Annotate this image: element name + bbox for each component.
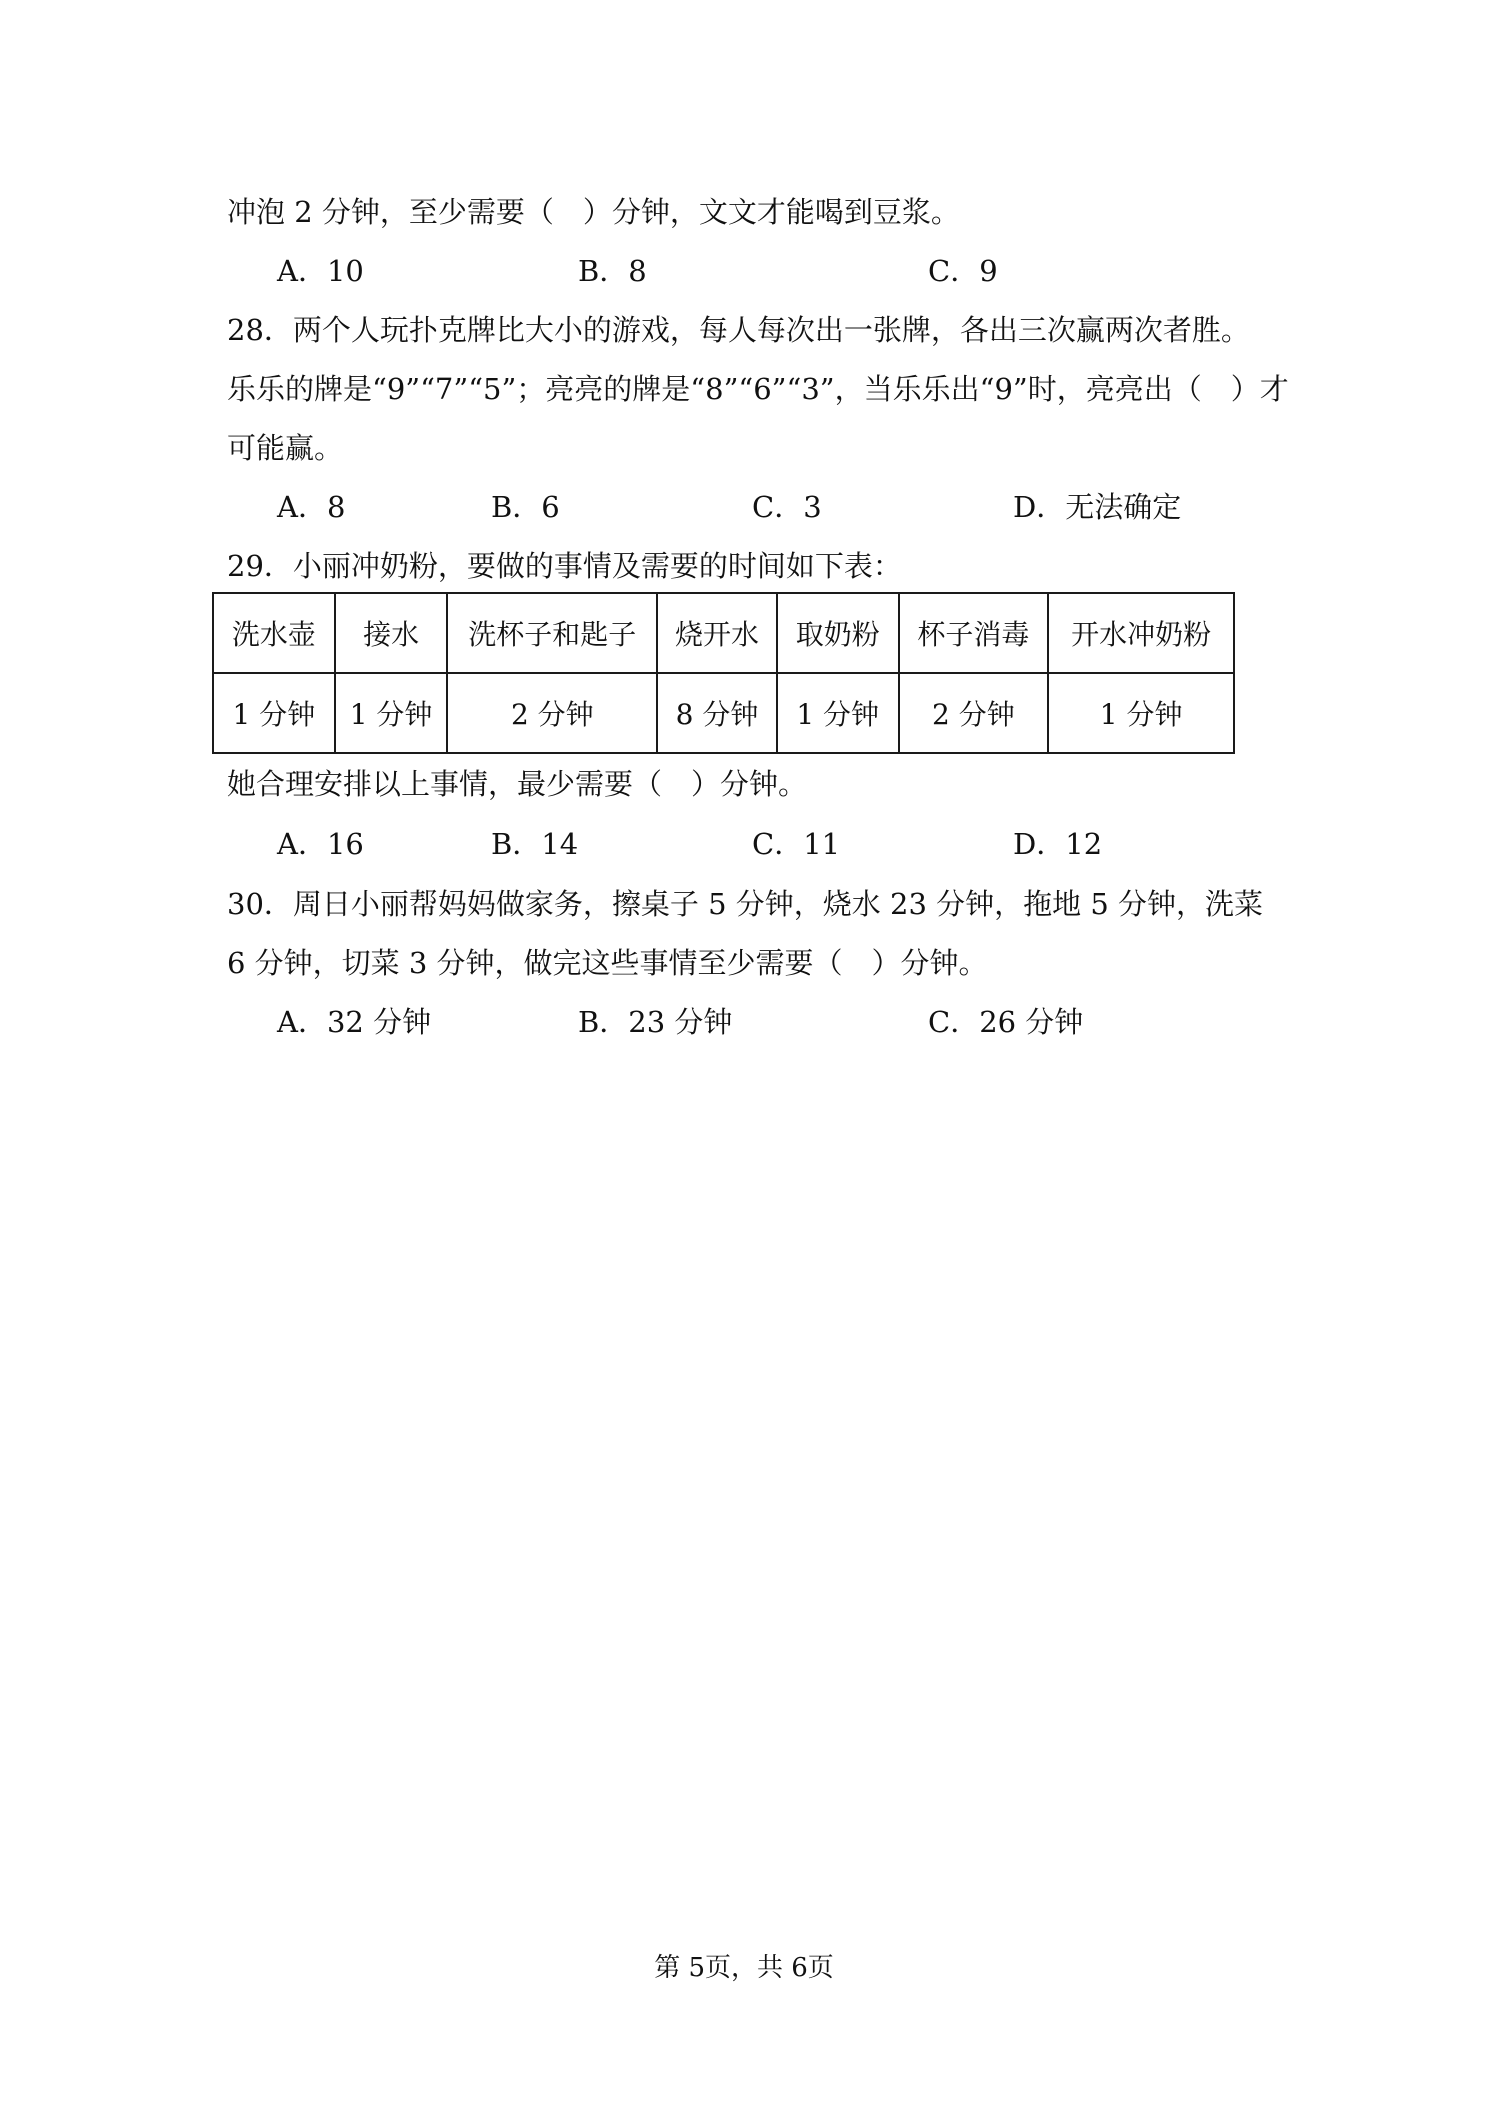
table-cell: 1 分钟 — [1048, 673, 1234, 753]
q29-task-table — [212, 592, 1235, 754]
q28-option-b[interactable]: B．6 — [491, 490, 560, 524]
q30-text-line2: 6 分钟，切菜 3 分钟，做完这些事情至少需要（ ）分钟。 — [227, 946, 988, 980]
table-cell: 接水 — [335, 593, 448, 673]
table-cell: 烧开水 — [657, 593, 777, 673]
table-cell: 2 分钟 — [447, 673, 657, 753]
q28-option-c[interactable]: C．3 — [752, 490, 822, 524]
table-cell: 1 分钟 — [777, 673, 899, 753]
table-cell: 8 分钟 — [657, 673, 777, 753]
q27-option-c[interactable]: C．9 — [928, 254, 998, 288]
q30-text-line1: 30．周日小丽帮妈妈做家务，擦桌子 5 分钟，烧水 23 分钟，拖地 5 分钟，洗菜 — [227, 887, 1264, 921]
table-cell: 2 分钟 — [899, 673, 1049, 753]
table-cell: 洗杯子和匙子 — [447, 593, 657, 673]
q27-option-a[interactable]: A．10 — [277, 254, 364, 288]
q30-option-c[interactable]: C．26 分钟 — [928, 1005, 1084, 1039]
table-cell: 洗水壶 — [213, 593, 335, 673]
q28-options — [0, 487, 1488, 527]
q29-option-d[interactable]: D．12 — [1013, 827, 1103, 861]
table-header-row — [213, 593, 1234, 673]
q29-text-line2: 她合理安排以上事情，最少需要（ ）分钟。 — [227, 767, 808, 801]
q29-option-b[interactable]: B．14 — [491, 827, 579, 861]
page-number-footer: 第 5页，共 6页 — [654, 1953, 834, 1983]
table-cell: 1 分钟 — [213, 673, 335, 753]
q29-option-a[interactable]: A．16 — [277, 827, 364, 861]
q27-options — [0, 251, 1488, 291]
table-value-row — [213, 673, 1234, 753]
q30-option-a[interactable]: A．32 分钟 — [277, 1005, 432, 1039]
table-cell: 杯子消毒 — [899, 593, 1049, 673]
q28-text-line2: 乐乐的牌是“9”“7”“5”；亮亮的牌是“8”“6”“3”，当乐乐出“9”时，亮亮出（ ）才 — [227, 372, 1289, 406]
q28-text-line3: 可能赢。 — [227, 431, 344, 465]
q30-options — [0, 1002, 1488, 1042]
q28-option-a[interactable]: A．8 — [277, 490, 346, 524]
table-cell: 1 分钟 — [335, 673, 448, 753]
table-cell: 取奶粉 — [777, 593, 899, 673]
q29-text-line1: 29．小丽冲奶粉，要做的事情及需要的时间如下表： — [227, 549, 902, 583]
q29-options — [0, 824, 1488, 864]
table-cell: 开水冲奶粉 — [1048, 593, 1234, 673]
q28-option-d[interactable]: D．无法确定 — [1013, 490, 1182, 524]
q29-option-c[interactable]: C．11 — [752, 827, 841, 861]
q27-text-cont: 冲泡 2 分钟，至少需要（ ）分钟，文文才能喝到豆浆。 — [227, 195, 960, 229]
q27-option-b[interactable]: B．8 — [578, 254, 647, 288]
q30-option-b[interactable]: B．23 分钟 — [578, 1005, 733, 1039]
q28-text-line1: 28．两个人玩扑克牌比大小的游戏，每人每次出一张牌，各出三次赢两次者胜。 — [227, 313, 1250, 347]
